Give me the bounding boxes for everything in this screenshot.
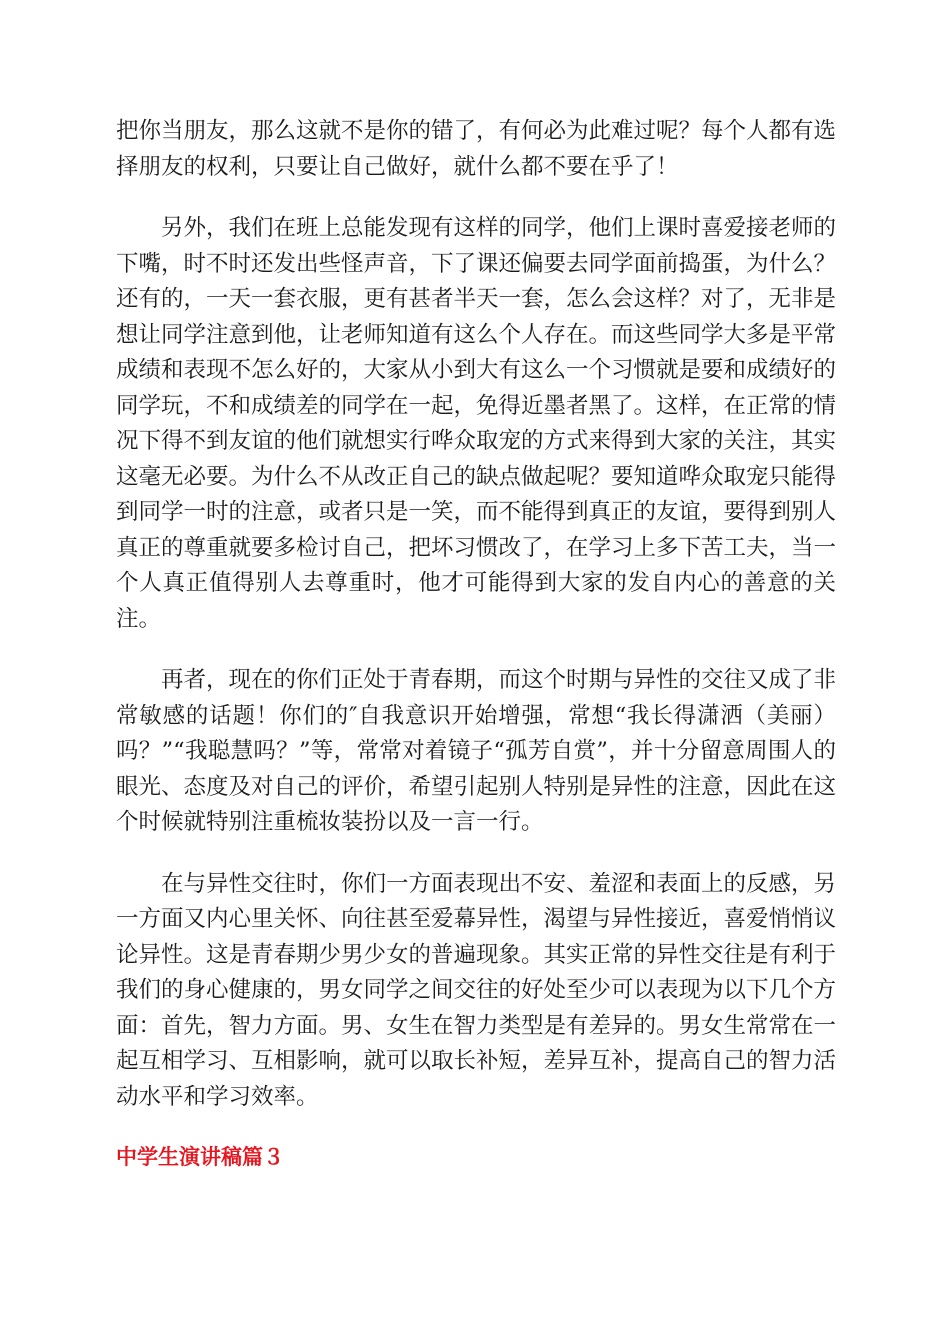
paragraph-opposite-sex-interaction: 在与异性交往时，你们一方面表现出不安、羞涩和表面上的反感，另一方面又内心里关怀、向往甚至爱幕异性，渴望与异性接近，喜爱悄悄议论异性。这是青春期少男少女的普遍现象。其实正常的异性交往是有利于我们的身心健康的，男女同学之间交往的好处至少可以表现为以下几个方面：首先，智力方面。男、女生在智力类型是有差异的。男女生常常在一起互相学习、互相影响，就可以取长补短，差异互补，提高自己的智力活动水平和学习效率。 [116, 870, 837, 1110]
paragraph-continuation: 把你当朋友，那么这就不是你的错了，有何必为此难过呢？每个人都有选择朋友的权利，只要让自己做好，就什么都不要在乎了！ [116, 118, 837, 180]
paragraph-attention-seeking: 另外，我们在班上总能发现有这样的同学，他们上课时喜爱接老师的下嘴，时不时还发出些怪声音，下了课还偏要去同学面前捣蛋，为什么？还有的，一天一套衣服，更有甚者半天一套，怎么会这样？对了，无非是想让同学注意到他，让老师知道有这么个人存在。而这些同学大多是平常成绩和表现不怎么好的，大家从小到大有这么一个习惯就是要和成绩好的同学玩，不和成绩差的同学在一起，免得近墨者黑了。这样，在正常的情况下得不到友谊的他们就想实行哗众取宠的方式来得到大家的关注，其实这毫无必要。为什么不从改正自己的缺点做起呢？要知道哗众取宠只能得到同学一时的注意，或者只是一笑，而不能得到真正的友谊，要得到别人真正的尊重就要多检讨自己，把坏习惯改了，在学习上多下苦工夫，当一个人真正值得别人去尊重时，他才可能得到大家的发自内心的善意的关注。 [116, 215, 837, 632]
paragraph-adolescence: 再者，现在的你们正处于青春期，而这个时期与异性的交往又成了非常敏感的话题！你们的″自我意识开始增强，常想“我长得潇洒（美丽）吗？”“我聪慧吗？”等，常常对着镜子“孤芳自赏”，并十分留意周围人的眼光、态度及对自己的评价，希望引起别人特别是异性的注意，因此在这个时候就特别注重梳妆装扮以及一言一行。 [116, 667, 837, 835]
section-heading: 中学生演讲稿篇３ [116, 1145, 284, 1169]
document-body [116, 114, 836, 1173]
